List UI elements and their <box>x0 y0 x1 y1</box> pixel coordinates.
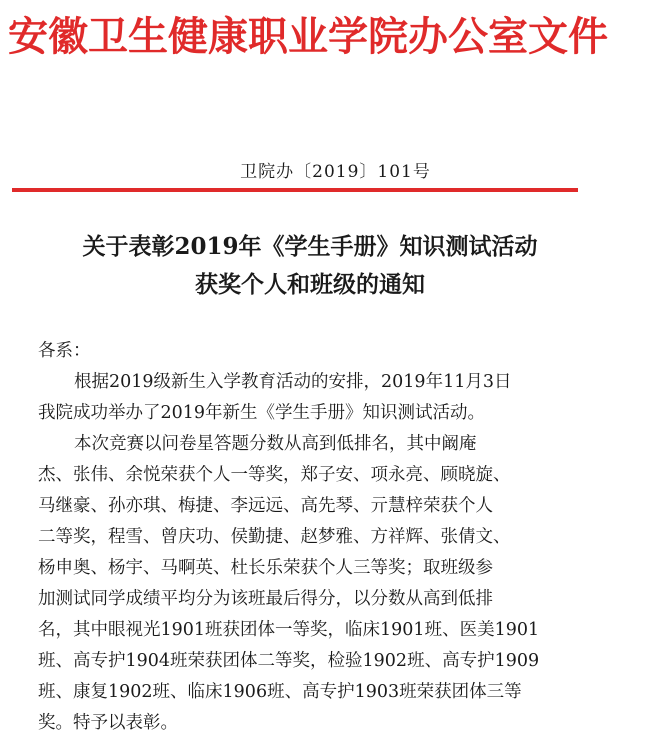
body-line: 班、高专护1904班荣获团体二等奖，检验1902班、高专护1909 <box>38 651 540 671</box>
body-line: 杨申奥、杨宇、马啊英、杜长乐荣获个人三等奖；取班级参 <box>38 558 493 578</box>
body-line: 马继豪、孙亦琪、梅捷、李远远、高先琴、亓慧梓荣获个人 <box>38 496 493 516</box>
body-line: 奖。特予以表彰。 <box>38 713 178 733</box>
notice-body <box>38 336 598 739</box>
red-divider-line <box>12 188 578 192</box>
body-line: 杰、张伟、余悦荣获个人一等奖，郑子安、项永亮、顾晓旋、 <box>38 465 511 485</box>
masthead-title: 安徽卫生健康职业学院办公室文件 <box>8 14 608 60</box>
body-line: 二等奖，程雪、曾庆功、侯勤捷、赵梦雅、方祥辉、张倩文、 <box>38 527 511 547</box>
body-line: 加测试同学成绩平均分为该班最后得分，以分数从高到低排 <box>38 589 493 609</box>
body-line: 名，其中眼视光1901班获团体一等奖，临床1901班、医美1901 <box>38 620 540 640</box>
notice-title <box>0 228 620 304</box>
document-number: 卫院办〔2019〕101号 <box>240 162 431 182</box>
body-line: 我院成功举办了2019年新生《学生手册》知识测试活动。 <box>38 403 486 423</box>
body-line: 本次竞赛以问卷星答题分数从高到低排名，其中阚庵 <box>74 434 477 454</box>
notice-title-line-2: 获奖个人和班级的通知 <box>195 271 425 298</box>
salutation: 各系： <box>38 341 91 361</box>
notice-title-line-1: 关于表彰2019年《学生手册》知识测试活动 <box>82 233 538 260</box>
body-line: 班、康复1902班、临床1906班、高专护1903班荣获团体三等 <box>38 682 522 702</box>
body-line: 根据2019级新生入学教育活动的安排，2019年11月3日 <box>74 372 512 392</box>
